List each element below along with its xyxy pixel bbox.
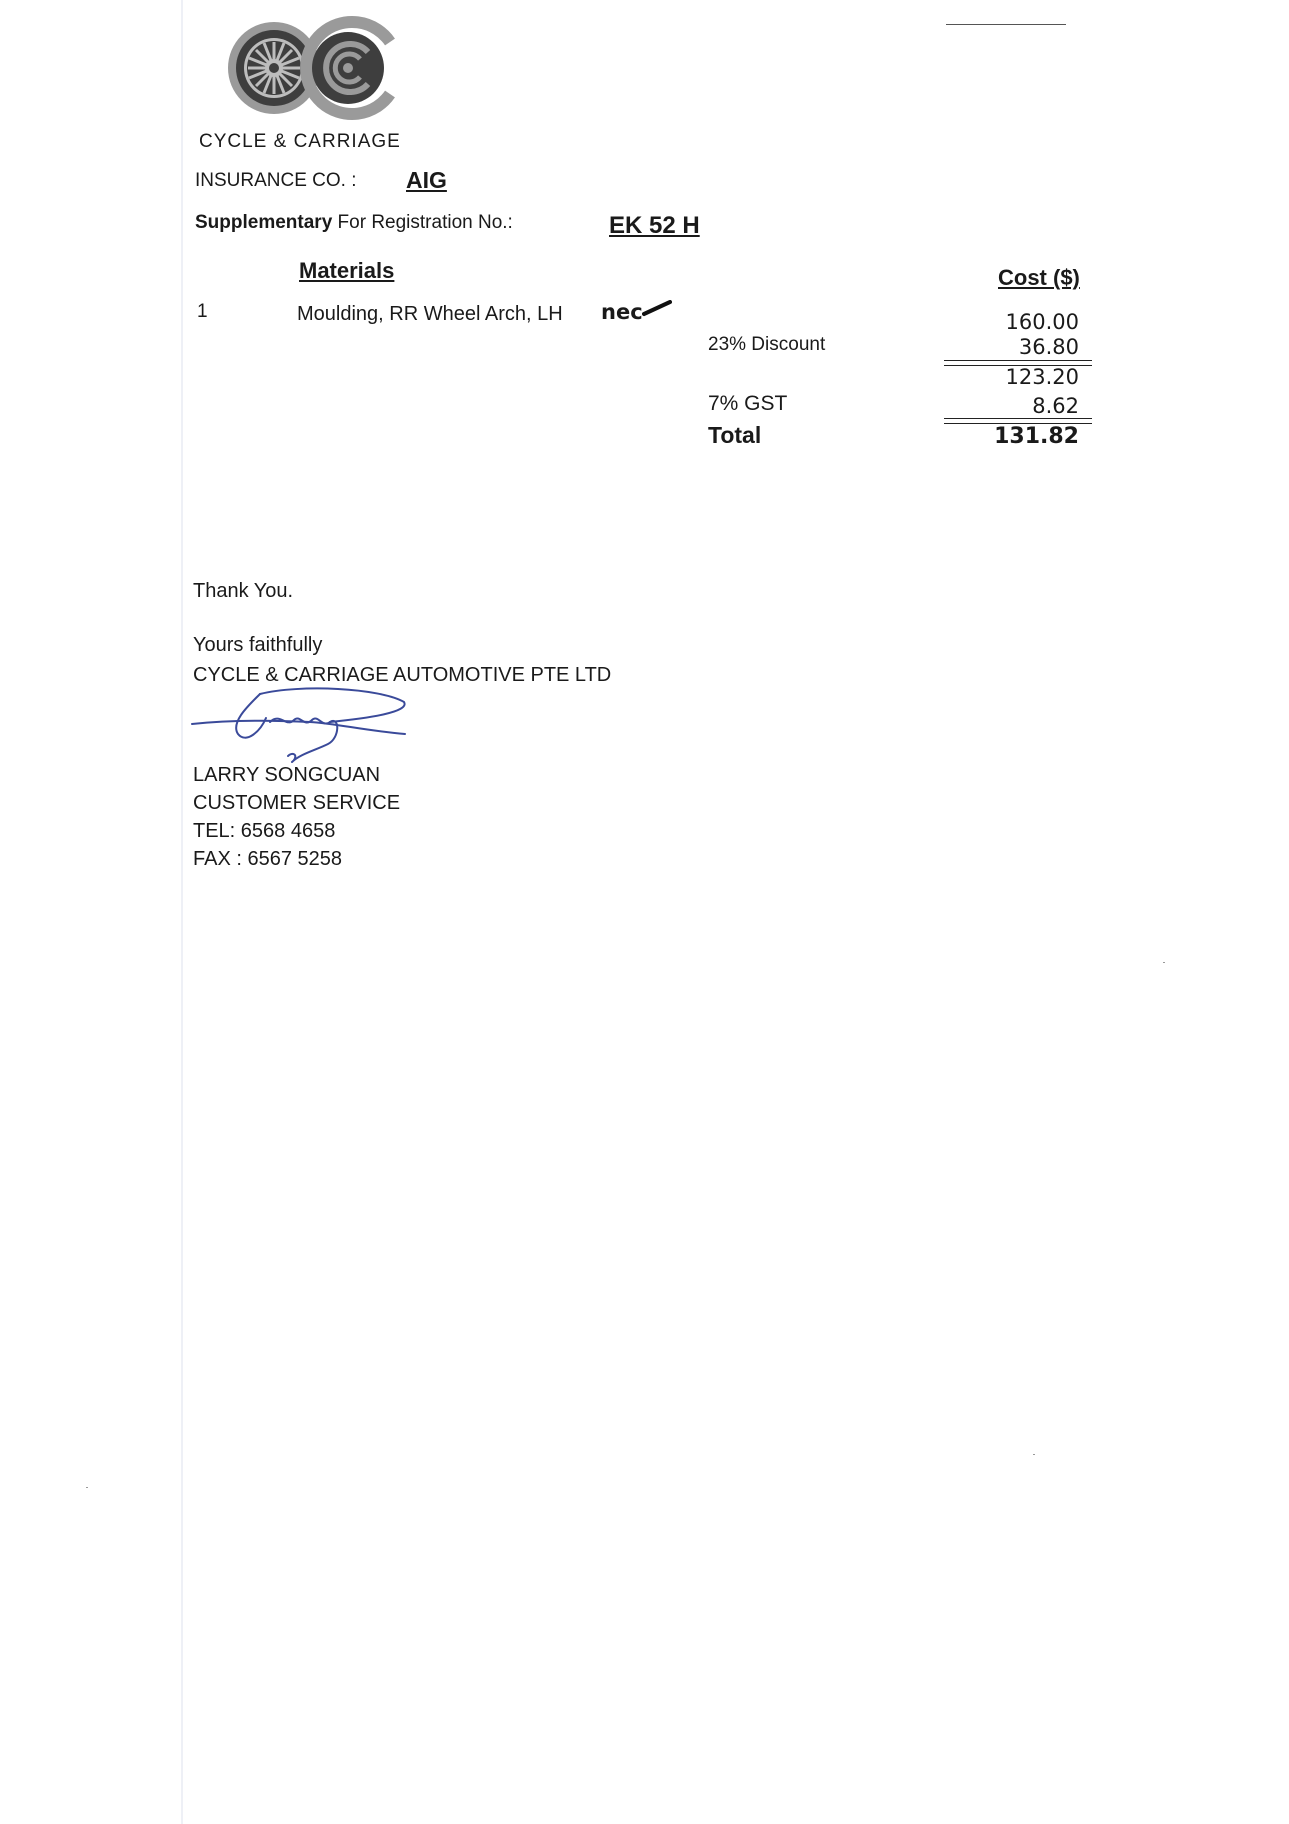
fax-number: FAX : 6567 5258 <box>193 848 343 870</box>
insurance-label: INSURANCE CO. : <box>195 170 357 191</box>
total-amount: 131.82 <box>994 424 1079 449</box>
check-mark-icon <box>642 300 672 318</box>
top-rule <box>946 24 1066 25</box>
item-amount: 160.00 <box>1005 310 1079 334</box>
brand-name: CYCLE & CARRIAGE <box>199 131 401 152</box>
closing-text: Yours faithfully <box>193 634 323 656</box>
materials-header: Materials <box>299 258 395 283</box>
scan-speck <box>1163 962 1165 963</box>
cost-header: Cost ($) <box>998 265 1080 290</box>
item-note: nec <box>601 300 643 324</box>
scan-speck <box>86 1487 88 1488</box>
gst-label: 7% GST <box>708 392 788 415</box>
discount-label: 23% Discount <box>708 334 826 355</box>
signer-department: CUSTOMER SERVICE <box>193 792 401 814</box>
company-name: CYCLE & CARRIAGE AUTOMOTIVE PTE LTD <box>193 664 612 686</box>
item-description: Moulding, RR Wheel Arch, LH <box>297 303 563 325</box>
supplementary-line <box>195 212 513 234</box>
supplementary-rest: For Registration No.: <box>332 212 513 233</box>
thank-you-text: Thank You. <box>193 580 294 602</box>
subtotal-amount: 123.20 <box>1005 365 1079 389</box>
telephone-number: TEL: 6568 4658 <box>193 820 336 842</box>
total-rule-top <box>944 418 1092 419</box>
subtotal-rule-top <box>944 360 1092 361</box>
item-number: 1 <box>197 301 208 322</box>
insurance-value: AIG <box>406 167 447 193</box>
discount-amount: 36.80 <box>1018 335 1079 359</box>
cycle-and-carriage-logo-icon <box>226 12 396 122</box>
total-label: Total <box>708 422 762 448</box>
scan-edge <box>181 0 183 1824</box>
gst-amount: 8.62 <box>1032 394 1079 418</box>
supplementary-bold: Supplementary <box>195 212 333 233</box>
signer-name: LARRY SONGCUAN <box>193 764 381 786</box>
handwritten-signature-icon <box>190 682 410 764</box>
registration-number: EK 52 H <box>609 212 700 239</box>
scan-speck <box>1033 1454 1035 1455</box>
